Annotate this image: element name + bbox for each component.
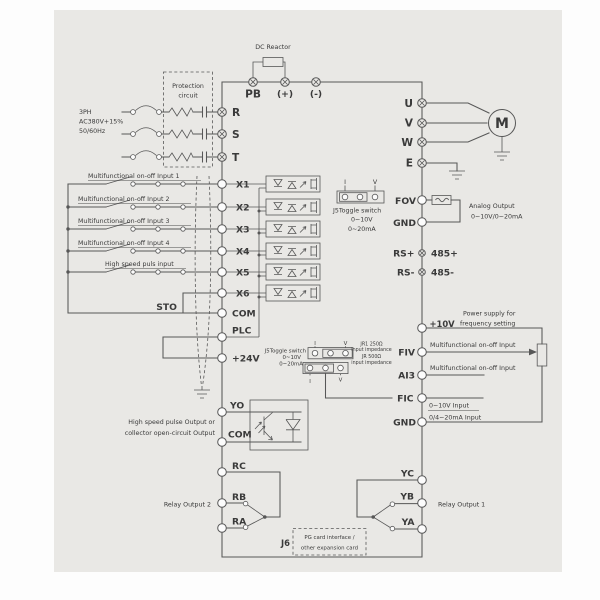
yo-note-1: High speed pulse Output or — [128, 419, 215, 426]
j5b-i1-label: I — [314, 341, 316, 348]
label-v: V — [404, 117, 413, 130]
motor-output — [427, 103, 516, 179]
j5a-v-label: V — [372, 179, 378, 186]
fic-note-2: 0/4~20mA Input — [429, 414, 482, 422]
optocoupler-x1 — [266, 176, 320, 192]
breaker-row-t — [122, 151, 218, 162]
terminal-v — [418, 119, 427, 128]
j5b-v2-label: V — [338, 377, 343, 384]
terminal-24v — [218, 354, 227, 363]
jr2-value: JR 500Ω — [361, 355, 382, 361]
label-dc-minus: (-) — [309, 89, 323, 100]
optocoupler-x6 — [266, 285, 320, 301]
inverter-frame — [222, 82, 422, 557]
label-r: R — [232, 107, 241, 119]
motor-ground-icon — [494, 137, 510, 161]
optocoupler-x5 — [266, 264, 320, 280]
j5b-range-a: 0~20mA — [279, 361, 303, 368]
analog-output-label-1: Analog Output — [469, 203, 515, 210]
label-ra: RA — [232, 516, 247, 528]
label-t: T — [232, 152, 240, 164]
protection-label-2: circuit — [178, 92, 198, 100]
j5b-title: J5Toggle switch — [264, 348, 306, 355]
fic-note-1: 0~10V Input — [429, 402, 469, 410]
terminal-10v — [418, 324, 427, 333]
label-x4: X4 — [236, 246, 250, 258]
terminal-rc — [218, 468, 227, 477]
terminal-rs-minus — [419, 269, 426, 276]
terminal-com2 — [218, 438, 227, 447]
terminal-yb — [418, 499, 427, 508]
terminal-gnd2 — [418, 418, 427, 427]
label-x2: X2 — [236, 202, 250, 214]
label-10v: +10V — [429, 318, 455, 329]
terminal-yo — [218, 408, 227, 417]
label-rs-plus: RS+ — [393, 248, 415, 260]
terminal-ya — [418, 525, 427, 534]
expansion-card-section — [280, 529, 366, 556]
terminal-gnd — [418, 218, 427, 227]
label-plc: PLC — [232, 325, 252, 337]
optocoupler-x4 — [266, 243, 320, 259]
j5b-range-v: 0~10V — [282, 355, 301, 361]
analog-output-label-2: 0~10V/0~20mA — [471, 213, 523, 221]
label-com: COM — [232, 308, 256, 320]
terminal-w — [418, 138, 427, 147]
terminal-dc-minus — [312, 78, 321, 87]
label-w: W — [401, 137, 413, 149]
terminal-x3 — [218, 225, 227, 234]
label-e: E — [405, 157, 413, 170]
j5b-v1-label: V — [343, 341, 348, 348]
label-485-minus: 485- — [431, 267, 454, 279]
j5b-i2-label: I — [309, 378, 311, 385]
label-yo: YO — [230, 400, 245, 412]
dc-reactor-label: DC Reactor — [255, 44, 291, 51]
relay1-label: Relay Output 1 — [438, 501, 486, 509]
e-ground-icon — [449, 171, 465, 179]
terminal-t — [218, 153, 227, 162]
label-s: S — [232, 129, 240, 141]
label-ai3: AI3 — [398, 370, 415, 382]
yo-note-2: collector open-circuit Output — [124, 430, 215, 438]
input5-label: High speed puls input — [105, 261, 174, 268]
supply-phase: 3PH — [79, 109, 92, 116]
pg-card-label-2: other expansion card — [300, 545, 359, 552]
j5a-range-a: 0~20mA — [348, 226, 376, 233]
mains-input — [79, 72, 218, 167]
terminal-fov — [418, 196, 427, 205]
terminal-com — [218, 309, 227, 318]
terminal-pb — [249, 78, 258, 87]
terminal-x4 — [218, 247, 227, 256]
protection-label-1: Protection — [172, 83, 204, 90]
arrow-icon — [529, 349, 537, 356]
digital-inputs — [66, 173, 217, 398]
label-485-plus: 485+ — [431, 248, 458, 260]
relay2-label: Relay Output 2 — [163, 501, 211, 509]
label-fiv: FIV — [398, 347, 415, 359]
label-sto: STO — [156, 302, 177, 313]
input4-label: Multifunctional on-off Input 4 — [78, 240, 170, 247]
shield-ground-icon — [194, 386, 210, 398]
breaker-row-s — [122, 128, 218, 139]
terminal-yc — [418, 476, 427, 485]
label-x6: X6 — [236, 288, 250, 300]
pg-card-label-1: PG card interface / — [304, 535, 355, 542]
terminal-x2 — [218, 203, 227, 212]
label-u: U — [404, 98, 413, 110]
fiv-note: Multifunctional on-off Input — [430, 342, 516, 349]
analog-output-section — [332, 179, 523, 233]
ai3-note: Multifunctional on-off Input — [430, 365, 516, 372]
terminal-plc — [218, 333, 227, 342]
j5a-i-label: I — [344, 179, 346, 186]
label-ya: YA — [401, 517, 415, 528]
optocoupler-x2 — [266, 199, 320, 215]
terminal-x6 — [218, 289, 227, 298]
breaker-row-r — [122, 106, 218, 117]
label-gnd2: GND — [393, 417, 416, 429]
label-x3: X3 — [236, 224, 250, 236]
label-x1: X1 — [236, 179, 250, 191]
psu-label-1: Power supply for — [463, 310, 516, 318]
label-j6: J6 — [281, 538, 290, 548]
label-com2: COM — [228, 429, 252, 441]
label-24v: +24V — [232, 353, 260, 365]
terminal-fic — [418, 394, 427, 403]
terminal-rs-plus — [419, 250, 426, 257]
terminal-u — [418, 99, 427, 108]
terminal-rb — [218, 499, 227, 508]
label-x5: X5 — [236, 267, 250, 279]
label-pb: PB — [245, 88, 261, 101]
label-dc-plus: (+) — [276, 89, 294, 100]
terminal-s — [218, 130, 227, 139]
analog-meter — [432, 196, 451, 205]
terminal-e — [418, 159, 427, 168]
supply-frequency: 50/60Hz — [79, 128, 106, 135]
terminal-x5 — [218, 268, 227, 277]
terminal-ra — [218, 524, 227, 533]
label-yb: YB — [400, 491, 414, 503]
label-gnd: GND — [393, 218, 416, 229]
dc-reactor — [253, 44, 291, 78]
j5a-range-v: 0~10V — [351, 216, 373, 224]
jr1-impedance: input impedance — [351, 348, 392, 354]
input1-label: Multifunctional on-off Input 1 — [88, 173, 180, 180]
label-fov: FOV — [395, 195, 416, 207]
input3-label: Multifunctional on-off Input 3 — [78, 218, 170, 225]
label-rc: RC — [232, 461, 246, 472]
label-fic: FIC — [397, 393, 414, 405]
terminal-ai3 — [418, 371, 427, 380]
jr2-impedance: input impedance — [351, 361, 392, 366]
label-rs-minus: RS- — [396, 267, 415, 279]
terminal-x1 — [218, 180, 227, 189]
terminal-r — [218, 108, 227, 117]
j5a-title: J5Toggle switch — [333, 207, 382, 215]
terminal-dc-plus — [281, 78, 290, 87]
psu-label-2: frequency setting — [460, 320, 516, 328]
label-rb: RB — [232, 492, 247, 503]
terminal-fiv — [418, 348, 427, 357]
supply-voltage: AC380V+15% — [79, 118, 124, 126]
optocoupler-x3 — [266, 221, 320, 237]
pulse-output-section — [125, 400, 308, 450]
analog-input-section — [264, 310, 547, 422]
input2-label: Multifunctional on-off Input 2 — [78, 196, 170, 203]
plc-24v-jumper — [163, 337, 218, 358]
label-yc: YC — [400, 468, 414, 480]
jr1-value: JR1 250Ω — [360, 342, 383, 348]
potentiometer — [537, 344, 547, 366]
motor-letter: M — [495, 116, 509, 132]
